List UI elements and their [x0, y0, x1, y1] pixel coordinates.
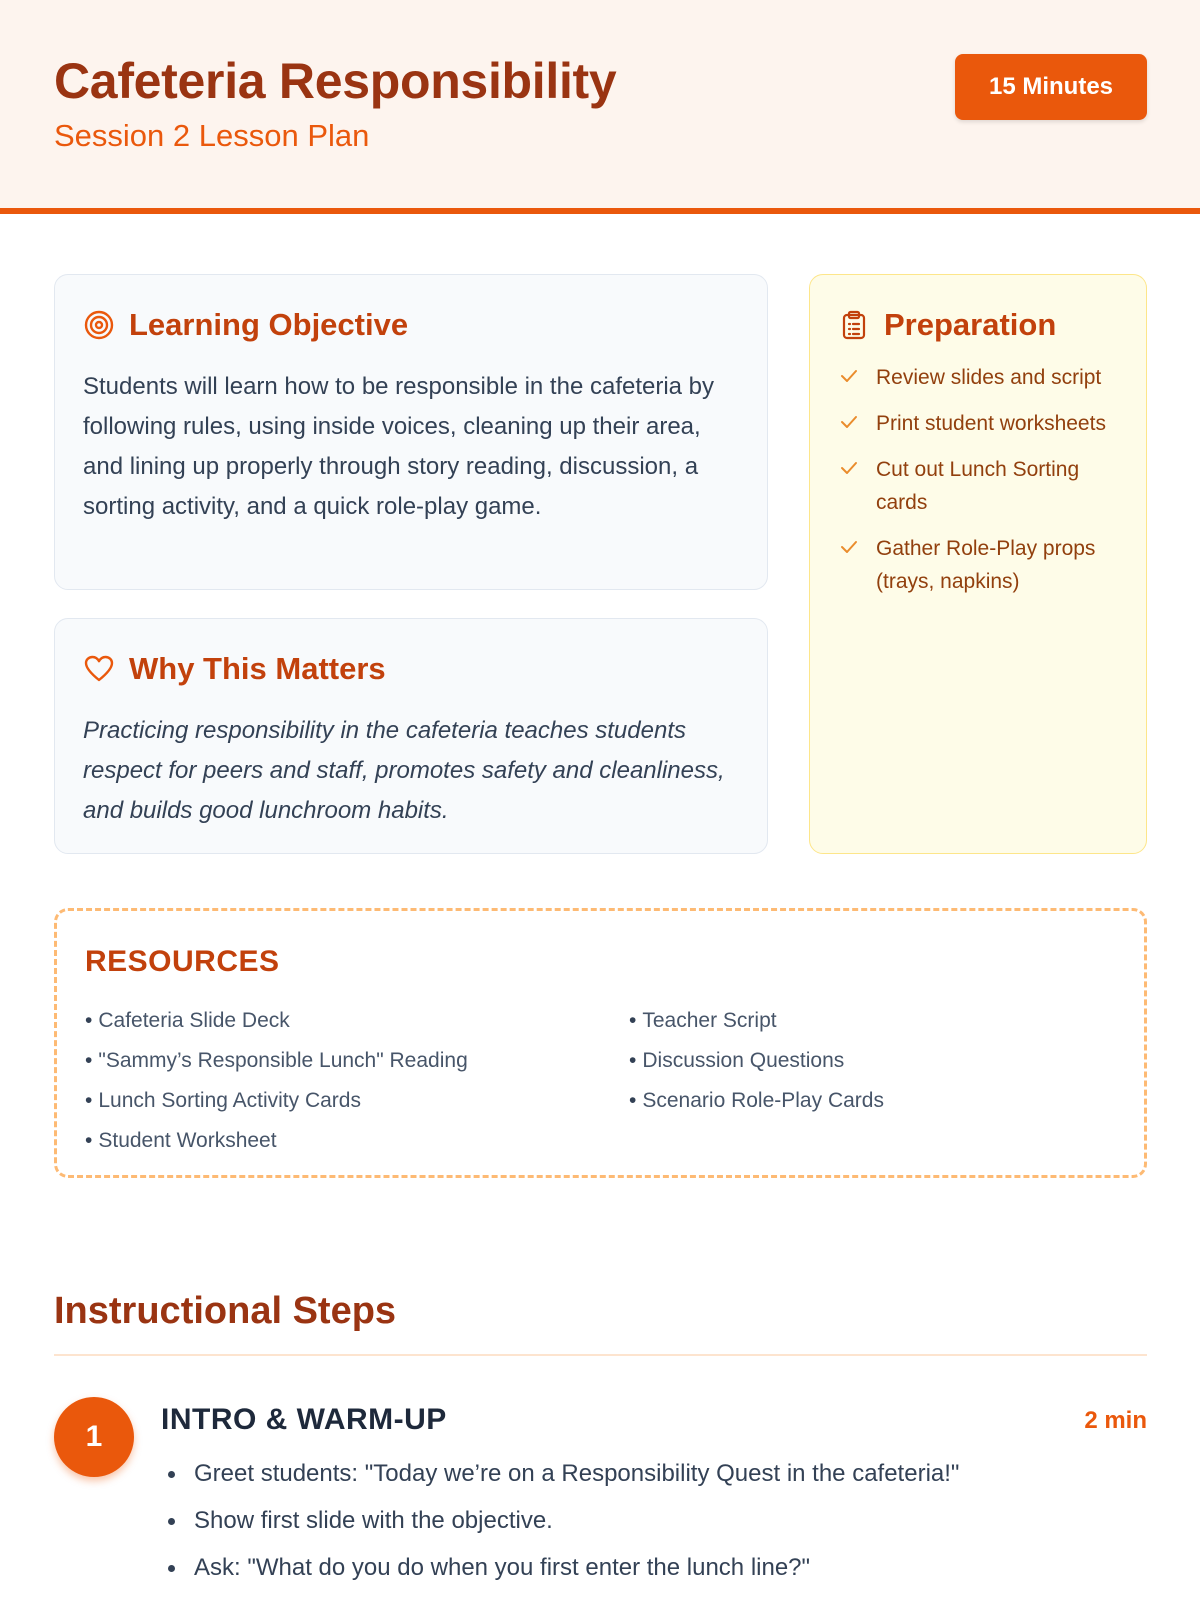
step-title: INTRO & WARM-UP — [161, 1403, 447, 1436]
resource-item: • Scenario Role-Play Cards — [629, 1081, 884, 1121]
resources-box — [54, 908, 1147, 1178]
preparation-card — [809, 274, 1147, 854]
heart-icon — [83, 653, 115, 685]
preparation-item — [838, 532, 1128, 598]
preparation-item-label: Gather Role-Play props (trays, napkins) — [876, 537, 1096, 593]
resource-item: • Lunch Sorting Activity Cards — [85, 1081, 468, 1121]
check-icon — [838, 411, 860, 433]
resource-item: • Discussion Questions — [629, 1041, 884, 1081]
page-subtitle: Session 2 Lesson Plan — [54, 118, 370, 153]
learning-objective-heading — [83, 307, 408, 343]
preparation-title: Preparation — [884, 307, 1057, 342]
page-title: Cafeteria Responsibility — [54, 53, 617, 109]
preparation-item-label: Cut out Lunch Sorting cards — [876, 458, 1080, 514]
resources-list-left — [85, 1001, 468, 1161]
header — [0, 0, 1200, 214]
step-bullet-list — [161, 1450, 1147, 1591]
step-bullet: Show first slide with the objective. — [161, 1497, 1147, 1544]
resource-item: • Cafeteria Slide Deck — [85, 1001, 468, 1041]
learning-objective-text: Students will learn how to be responsible in the cafeteria by following rules, using inside voices, cleaning up their area, and lining up properly through story reading, discussion, a sorting activity, and a quick role-play game. — [83, 373, 715, 520]
preparation-list — [838, 361, 1128, 611]
clipboard-icon — [838, 309, 870, 341]
resources-title: RESOURCES — [85, 945, 280, 978]
preparation-heading — [838, 307, 1056, 343]
why-this-matters-title: Why This Matters — [129, 651, 386, 686]
check-icon — [838, 365, 860, 387]
divider — [54, 1354, 1147, 1356]
duration-badge: 15 Minutes — [955, 54, 1147, 120]
resources-list-right — [629, 1001, 884, 1121]
check-icon — [838, 457, 860, 479]
preparation-item — [838, 407, 1128, 440]
preparation-item — [838, 361, 1128, 394]
preparation-item — [838, 453, 1128, 519]
preparation-item-label: Print student worksheets — [876, 412, 1106, 435]
preparation-item-label: Review slides and script — [876, 366, 1102, 389]
learning-objective-title: Learning Objective — [129, 307, 409, 342]
resource-item: • "Sammy’s Responsible Lunch" Reading — [85, 1041, 468, 1081]
resource-item: • Student Worksheet — [85, 1121, 468, 1161]
why-this-matters-text: Practicing responsibility in the cafeteria teaches students respect for peers and staff, promotes safety and cleanliness, and builds good lunchroom habits. — [83, 717, 725, 824]
step-bullet: Greet students: "Today we’re on a Responsibility Quest in the cafeteria!" — [161, 1450, 1147, 1497]
instructional-steps-title: Instructional Steps — [54, 1290, 397, 1332]
why-this-matters-card — [54, 618, 768, 854]
step-duration: 2 min — [1084, 1407, 1147, 1434]
step-number-badge: 1 — [54, 1397, 134, 1477]
resource-item: • Teacher Script — [629, 1001, 884, 1041]
step-bullet: Ask: "What do you do when you first enter the lunch line?" — [161, 1544, 1147, 1591]
learning-objective-card — [54, 274, 768, 590]
target-icon — [83, 309, 115, 341]
why-this-matters-heading — [83, 651, 386, 687]
check-icon — [838, 536, 860, 558]
